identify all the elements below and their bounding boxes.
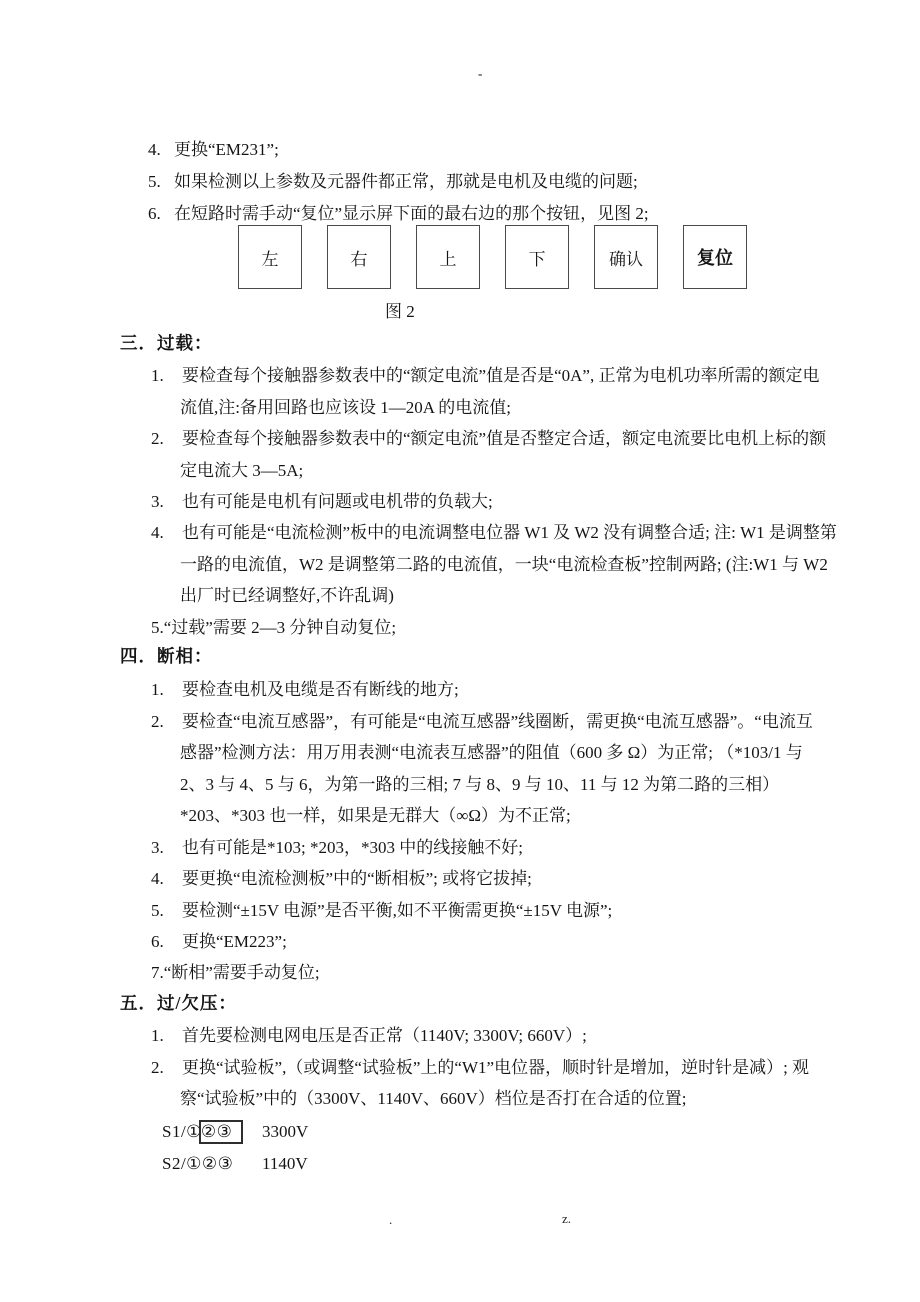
section-heading-phase-loss: [0, 643, 920, 669]
item-text: 感器”检测方法：用万用表测“电流表互感器”的阻值（600 多 Ω）为正常; （*103/1 与: [180, 743, 803, 762]
section-title: 四．断相：: [120, 646, 213, 666]
figure-caption: 图 2: [385, 302, 415, 321]
item-text: 也有可能是电机有问题或电机带的负载大;: [182, 492, 493, 511]
item-text: 2、3 与 4、5 与 6，为第一路的三相; 7 与 8、9 与 10、11 与 12 为第二路的三相）: [180, 775, 780, 794]
item-text: 要检查每个接触器参数表中的“额定电流”值是否是“0A”, 正常为电机功率所需的额定电: [182, 366, 820, 385]
list-item: [0, 866, 920, 892]
footer-mark-right: z.: [562, 1211, 572, 1226]
button-label: 确认: [609, 249, 643, 269]
item-number: 3.: [151, 492, 164, 511]
item-text: 流值,注:备用回路也应该设 1—20A 的电流值;: [180, 398, 512, 417]
item-text: 察“试验板”中的（3300V、1140V、660V）档位是否打在合适的位置;: [180, 1089, 687, 1108]
section-heading-overload: [0, 330, 920, 356]
section-title: 五．过/欠压：: [120, 993, 237, 1013]
figure-button-confirm: [594, 225, 658, 289]
item-text: 要检查电机及电缆是否有断线的地方;: [182, 680, 459, 699]
switch-voltage: 1140V: [262, 1154, 308, 1173]
list-item: [0, 960, 920, 986]
header-mark: -: [478, 66, 483, 81]
item-number: 1.: [151, 366, 164, 385]
button-label: 复位: [697, 248, 733, 268]
item-number: 4.: [148, 140, 161, 159]
list-item: [0, 835, 920, 861]
section-title: 三．过载：: [120, 333, 213, 353]
list-item-continuation: [0, 458, 920, 484]
list-item-continuation: [0, 772, 920, 798]
figure-button-left: [238, 225, 302, 289]
item-number: 2.: [151, 429, 164, 448]
item-text: 要检查每个接触器参数表中的“额定电流”值是否整定合适，额定电流要比电机上标的额: [182, 429, 827, 448]
list-item-continuation: [0, 583, 920, 609]
item-text: 首先要检测电网电压是否正常（1140V; 3300V; 660V）;: [182, 1026, 587, 1045]
item-number: 6.: [148, 204, 161, 223]
switch-label: S2/①②③: [162, 1154, 234, 1173]
list-item: [0, 363, 920, 389]
item-text: 更换“EM231”;: [174, 140, 279, 159]
figure-button-up: [416, 225, 480, 289]
button-label: 下: [528, 249, 546, 269]
list-item: [0, 1023, 920, 1049]
figure-button-reset: [683, 225, 747, 289]
item-text: 一路的电流值，W2 是调整第二路的电流值，一块“电流检查板”控制两路; (注:W1 与 W2: [180, 555, 828, 574]
figure-button-down: [505, 225, 569, 289]
item-text: 定电流大 3—5A;: [180, 461, 304, 480]
item-text: 要检测“±15V 电源”是否平衡,如不平衡需更换“±15V 电源”;: [182, 901, 613, 920]
list-item-continuation: [0, 552, 920, 578]
item-number: 5.: [151, 901, 164, 920]
figure-button-right: [327, 225, 391, 289]
item-number: 5.: [148, 172, 161, 191]
selection-box: ②③: [199, 1120, 243, 1144]
button-label: 上: [439, 249, 457, 269]
item-text: 出厂时已经调整好,不许乱调): [180, 586, 394, 605]
list-item: [0, 709, 920, 735]
item-text: 也有可能是*103; *203，*303 中的线接触不好;: [182, 838, 523, 857]
item-text: 5.“过载”需要 2—3 分钟自动复位;: [151, 618, 397, 637]
item-text: 要检查“电流互感器”，有可能是“电流互感器”线圈断，需更换“电流互感器”。“电流互: [182, 712, 813, 731]
list-item: [0, 489, 920, 515]
item-number: 2.: [151, 1058, 164, 1077]
item-text: 更换“试验板”,（或调整“试验板”上的“W1”电位器，顺时针是增加，逆时针是减）; 观: [182, 1058, 810, 1077]
item-text: 也有可能是“电流检测”板中的电流调整电位器 W1 及 W2 没有调整合适; 注: W1 是调整第: [182, 523, 837, 542]
button-label: 左: [261, 249, 279, 269]
item-text: 要更换“电流检测板”中的“断相板”; 或将它拔掉;: [182, 869, 532, 888]
list-item-continuation: [0, 740, 920, 766]
list-item: [0, 615, 920, 641]
item-number: 2.: [151, 712, 164, 731]
list-item: [0, 929, 920, 955]
list-item: [0, 137, 920, 163]
button-label: 右: [350, 249, 368, 269]
item-number: 4.: [151, 523, 164, 542]
item-text: 7.“断相”需要手动复位;: [151, 963, 320, 982]
list-item: [0, 426, 920, 452]
list-item: [0, 898, 920, 924]
switch-voltage: 3300V: [262, 1122, 309, 1141]
switch-line-s1: [0, 1119, 920, 1145]
section-heading-over-under-voltage: [0, 990, 920, 1016]
list-item: [0, 169, 920, 195]
item-number: 3.: [151, 838, 164, 857]
item-number: 4.: [151, 869, 164, 888]
item-text: *203、*303 也一样，如果是无群大（∞Ω）为不正常;: [180, 806, 571, 825]
list-item-continuation: [0, 1086, 920, 1112]
list-item: [0, 677, 920, 703]
list-item: [0, 201, 920, 227]
item-number: 1.: [151, 1026, 164, 1045]
item-text: 更换“EM223”;: [182, 932, 287, 951]
footer-mark-left: .: [389, 1212, 393, 1227]
switch-line-s2: [0, 1151, 920, 1177]
list-item: [0, 1055, 920, 1081]
item-number: 6.: [151, 932, 164, 951]
switch-label: S1/①: [162, 1122, 202, 1141]
item-number: 1.: [151, 680, 164, 699]
list-item: [0, 520, 920, 546]
list-item-continuation: [0, 803, 920, 829]
list-item-continuation: [0, 395, 920, 421]
item-text: 如果检测以上参数及元器件都正常，那就是电机及电缆的问题;: [174, 172, 638, 191]
item-text: 在短路时需手动“复位”显示屏下面的最右边的那个按钮，见图 2;: [174, 204, 649, 223]
